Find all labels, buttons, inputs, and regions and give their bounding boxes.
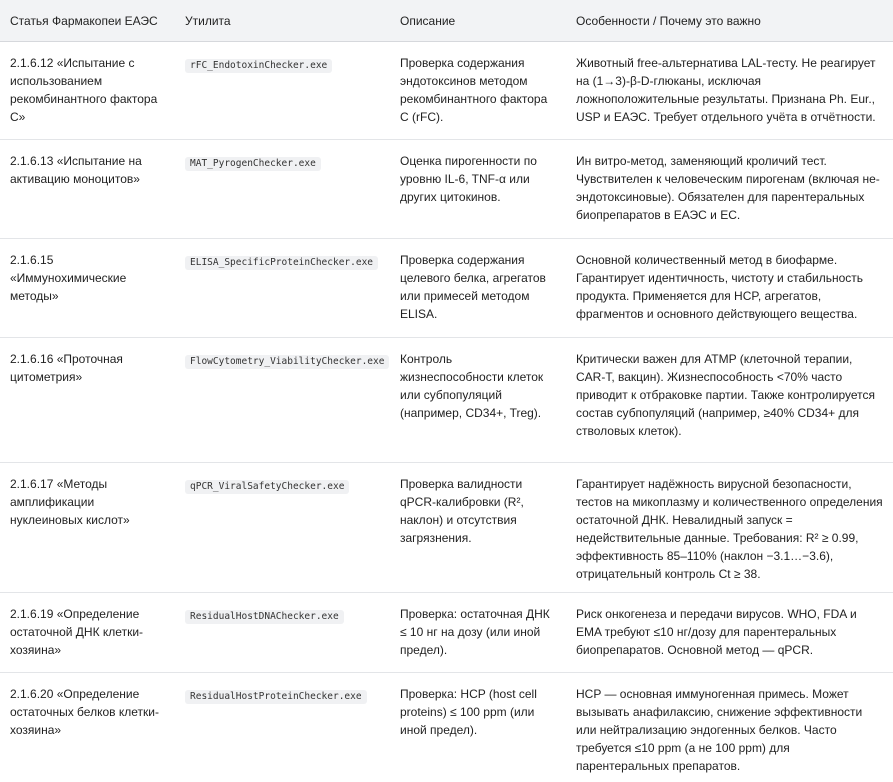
utility-code: rFC_EndotoxinChecker.exe (185, 59, 332, 73)
table-row (0, 463, 893, 593)
cell-article: 2.1.6.19 «Определение остаточной ДНК клетки-хозяина» (0, 593, 175, 673)
utility-code: ResidualHostDNAChecker.exe (185, 610, 344, 624)
table-header-row (0, 0, 893, 42)
utility-code: FlowCytometry_ViabilityChecker.exe (185, 355, 389, 369)
cell-article: 2.1.6.13 «Испытание на активацию моноцитов» (0, 140, 175, 239)
cell-description: Проверка содержания эндотоксинов методом рекомбинантного фактора С (rFC). (390, 42, 566, 140)
utility-code: ResidualHostProteinChecker.exe (185, 690, 367, 704)
table-row (0, 239, 893, 338)
cell-notes: Основной количественный метод в биофарме. Гарантирует идентичность, чистоту и стабильность продукта. Применяется для HCP, агрегатов, фрагментов и основного действующего вещества. (566, 239, 893, 338)
cell-description: Оценка пирогенности по уровню IL-6, TNF-α или других цитокинов. (390, 140, 566, 239)
cell-description: Проверка: HCP (host cell proteins) ≤ 100 ppm (или иной предел). (390, 673, 566, 782)
table-row (0, 338, 893, 463)
cell-notes: Животный free-альтернатива LAL-тесту. Не реагирует на (1→3)-β-D-глюканы, исключая ложноположительные результаты. Признана Ph. Eur., USP и ЕАЭС. Требует отдельного учёта в отчётности. (566, 42, 893, 140)
utility-code: MAT_PyrogenChecker.exe (185, 157, 321, 171)
cell-article: 2.1.6.12 «Испытание с использованием рекомбинантного фактора С» (0, 42, 175, 140)
cell-notes: Критически важен для ATMP (клеточной терапии, CAR-T, вакцин). Жизнеспособность <70% часто приводит к отбраковке партии. Также контролируется состав субпопуляций (например, ≥40% CD34+ для стволовых клеток). (566, 338, 893, 463)
cell-notes: Гарантирует надёжность вирусной безопасности, тестов на микоплазму и количественного определения остаточной ДНК. Невалидный запуск = недействительные данные. Требования: R² ≥ 0.99, эффективность 85–110% (наклон −3.1…−3.6), отрицательный контроль Ct ≥ 38. (566, 463, 893, 593)
utility-code: qPCR_ViralSafetyChecker.exe (185, 480, 349, 494)
header-description: Описание (390, 0, 566, 42)
cell-notes: Риск онкогенеза и передачи вирусов. WHO, FDA и EMA требуют ≤10 нг/дозу для парентеральных биопрепаратов. Основной метод — qPCR. (566, 593, 893, 673)
cell-description: Проверка валидности qPCR-калибровки (R², наклон) и отсутствия загрязнения. (390, 463, 566, 593)
table-row (0, 673, 893, 782)
table-row (0, 140, 893, 239)
cell-article: 2.1.6.15 «Иммунохимические методы» (0, 239, 175, 338)
header-notes: Особенности / Почему это важно (566, 0, 893, 42)
table-row (0, 42, 893, 140)
table-row (0, 593, 893, 673)
header-article: Статья Фармакопеи ЕАЭС (0, 0, 175, 42)
cell-description: Контроль жизнеспособности клеток или субпопуляций (например, CD34+, Treg). (390, 338, 566, 463)
cell-article: 2.1.6.20 «Определение остаточных белков клетки-хозяина» (0, 673, 175, 782)
cell-notes: Ин витро-метод, заменяющий кроличий тест. Чувствителен к человеческим пирогенам (включая не-эндотоксиновые). Обязателен для парентеральных биопрепаратов в ЕАЭС и ЕС. (566, 140, 893, 239)
cell-article: 2.1.6.17 «Методы амплификации нуклеиновых кислот» (0, 463, 175, 593)
cell-description: Проверка содержания целевого белка, агрегатов или примесей методом ELISA. (390, 239, 566, 338)
utility-code: ELISA_SpecificProteinChecker.exe (185, 256, 378, 270)
cell-article: 2.1.6.16 «Проточная цитометрия» (0, 338, 175, 463)
cell-notes: HCP — основная иммуногенная примесь. Может вызывать анафилаксию, снижение эффективности или нейтрализацию эндогенных белков. Часто требуется ≤10 ppm (а не 100 ppm) для парентеральных препаратов. (566, 673, 893, 782)
header-utility: Утилита (175, 0, 390, 42)
cell-description: Проверка: остаточная ДНК ≤ 10 нг на дозу (или иной предел). (390, 593, 566, 673)
